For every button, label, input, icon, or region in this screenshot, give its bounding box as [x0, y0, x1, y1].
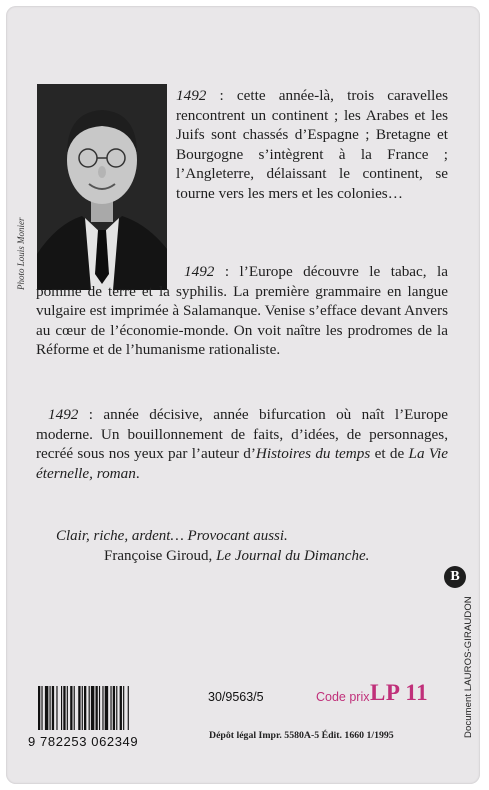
barcode-bar — [110, 686, 111, 730]
barcode-bar — [113, 686, 115, 730]
photo-credit: Photo Louis Monier — [16, 217, 26, 290]
barcode-bar — [52, 686, 54, 730]
barcode-bar — [63, 686, 65, 730]
isbn-number: 9 782253 062349 — [28, 734, 139, 749]
barcode-bar — [84, 686, 86, 730]
barcode-bar — [61, 686, 62, 730]
paragraph-3-mid: et de — [370, 445, 409, 463]
barcode-bar — [116, 686, 117, 730]
paragraph-1-body: : cette année-là, trois caravelles rencontrent un continent ; les Arabes et les Juifs sont chassés d’Espagne ; Bretagne et Bourgogne s’intègrent à la France ; l’Angleterre, délaissant le continent, se tourne vers les mers et les colonies… — [176, 87, 448, 202]
paragraph-3-body: : année décisive, année bifurcation où naît l’Europe moderne. Un bouillonnement de faits, d’idées, de personnages, recréé sous nos yeux par l’auteur d’ — [36, 406, 448, 463]
barcode-bar — [128, 686, 129, 730]
barcode-bar — [82, 686, 83, 730]
barcode-bar — [105, 686, 108, 730]
paragraph-3-title-2: La Vie éternelle, roman — [36, 445, 448, 482]
barcode-bar — [120, 686, 122, 730]
barcode-bar — [91, 686, 94, 730]
barcode-bar — [89, 686, 90, 730]
barcode-bar — [50, 686, 51, 730]
paragraph-2 — [36, 262, 448, 360]
quote-author: Françoise Giroud, — [104, 548, 217, 564]
paragraph-1-lead: 1492 — [176, 87, 207, 104]
barcode-bar — [99, 686, 100, 730]
price-code: LP 11 — [370, 680, 429, 705]
price-code-label: Code prix — [316, 690, 370, 704]
quote-source: Le Journal du Dimanche. — [216, 548, 370, 564]
publisher-logo-icon: B — [444, 566, 466, 588]
paragraph-3 — [36, 405, 448, 483]
quote-attribution — [56, 546, 448, 566]
barcode-bar — [74, 686, 75, 730]
barcode — [36, 686, 178, 730]
barcode-bar — [123, 686, 124, 730]
author-photo — [37, 84, 167, 290]
paragraph-2-lead: 1492 — [184, 263, 215, 280]
quote-text: Clair, riche, ardent… Provocant aussi. — [56, 528, 288, 544]
press-quote — [56, 526, 448, 566]
paragraph-3-title-1: Histoires du temps — [255, 445, 371, 463]
barcode-bar — [67, 686, 68, 730]
barcode-bar — [56, 686, 57, 730]
paragraph-1 — [176, 86, 448, 204]
barcode-bar — [78, 686, 80, 730]
barcode-bar — [96, 686, 98, 730]
barcode-bar — [41, 686, 42, 730]
barcode-bar — [38, 686, 40, 730]
legal-deposit: Dépôt légal Impr. 5580A-5 Édit. 1660 1/1995 — [209, 730, 394, 741]
paragraph-3-lead: 1492 — [48, 406, 79, 423]
side-credit: Document LAUROS-GIRAUDON — [463, 596, 474, 738]
paragraph-3-end: . — [135, 464, 140, 482]
paragraph-2-body: : l’Europe découvre le tabac, la pomme de terre et la syphilis. La première grammaire en langue vulgaire est imprimée à Salamanque. Venise s’efface devant Anvers au cœur de l’économie-monde. On voit naître les prodromes de la Réforme et de l’humanisme rationaliste. — [36, 263, 448, 359]
barcode-bar — [45, 686, 48, 730]
barcode-bar — [70, 686, 72, 730]
barcode-bar — [102, 686, 103, 730]
catalog-number: 30/9563/5 — [208, 690, 264, 704]
